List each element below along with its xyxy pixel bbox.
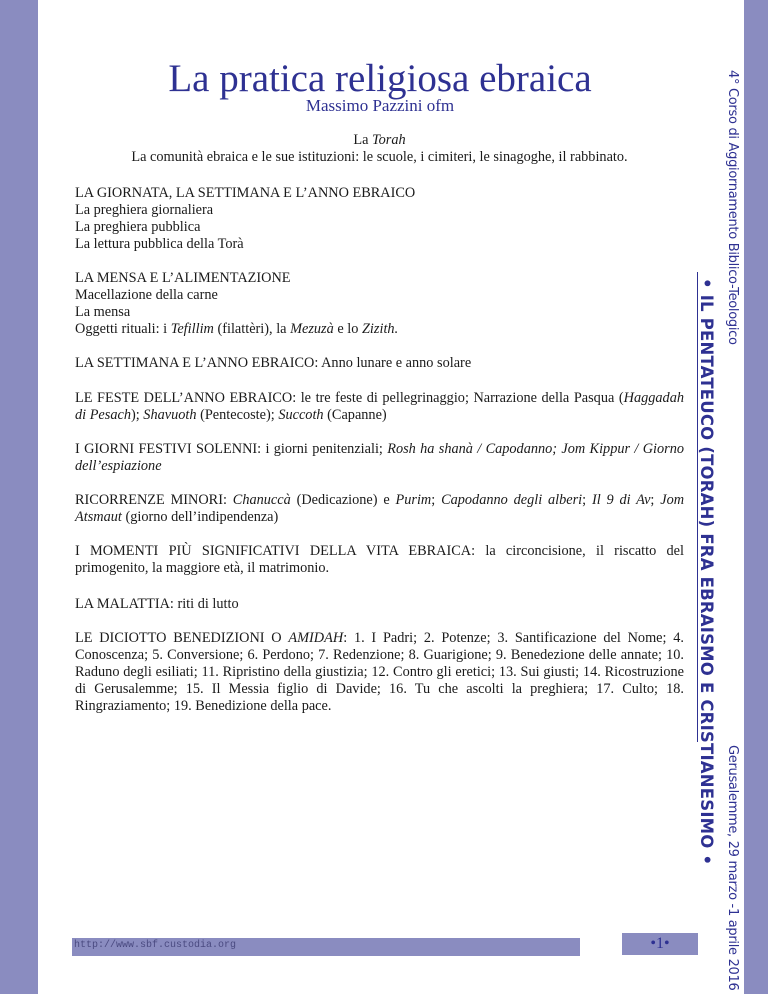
section-text: LA MALATTIA: riti di lutto bbox=[75, 596, 239, 612]
left-decorative-bar bbox=[0, 0, 38, 994]
list-item: La lettura pubblica della Torà bbox=[75, 236, 244, 252]
course-vertical-label: 4° Corso di Aggiornamento Biblico-Teologico bbox=[725, 70, 740, 345]
list-item: La preghiera pubblica bbox=[75, 219, 201, 235]
torah-line: La Torah bbox=[353, 132, 406, 148]
momenti-section: I MOMENTI PIÙ SIGNIFICATIVI DELLA VITA EBRAICA: la circoncisione, il riscatto del primogenito, la maggiore età, il matrimonio. bbox=[75, 543, 684, 576]
intro-block bbox=[75, 132, 684, 166]
page-number: •1• bbox=[622, 933, 698, 955]
benedizioni-section: LE DICIOTTO BENEDIZIONI O AMIDAH: 1. I Padri; 2. Potenze; 3. Santificazione del Nome; 4. Conoscenza; 5. Conversione; 6. Perdono; 7. Redenzione; 8. Guarigione; 9. Benedezione delle annate; 10. Raduno degli esiliati; 11. Ripristino della giustizia; 12. Contro gli eretici; 13. Sui giusti; 14. Ricostruzione di Gerusalemme; 15. Il Messia figlio di Davide; 16. Tu che ascolti la preghiera; 17. Culto; 18. Ringraziamento; 19. Benedizione della pace. bbox=[75, 630, 684, 714]
author-name: Massimo Pazzini ofm bbox=[305, 96, 455, 115]
festivi-section: I GIORNI FESTIVI SOLENNI: i giorni penitenziali; Rosh ha shanà / Capodanno; Jom Kippur / Giorno dell’espiazione bbox=[75, 441, 684, 474]
mensa-section bbox=[75, 270, 684, 338]
list-item: Macellazione della carne bbox=[75, 287, 218, 303]
list-item: La preghiera giornaliera bbox=[75, 202, 214, 218]
list-item: La mensa bbox=[75, 304, 131, 320]
minori-section: RICORRENZE MINORI: Chanuccà (Dedicazione) e Purim; Capodanno degli alberi; Il 9 di Av; Jom Atsmaut (giorno dell’indipendenza) bbox=[75, 492, 685, 525]
settimana-section bbox=[75, 355, 684, 372]
feste-section: LE FESTE DELL’ANNO EBRAICO: le tre feste di pellegrinaggio; Narrazione della Pasqua (Haggadah di Pesach); Shavuoth (Pentecoste); Succoth (Capanne) bbox=[75, 390, 684, 423]
giornata-section bbox=[75, 185, 684, 253]
list-item: Oggetti rituali: i Tefillim (filattèri), la Mezuzà e lo Zizith. bbox=[75, 321, 399, 337]
section-text: LA SETTIMANA E L’ANNO EBRAICO: Anno lunare e anno solare bbox=[75, 355, 472, 371]
place-date-vertical-label: Gerusalemme, 29 marzo -1 aprile 2016 bbox=[725, 745, 740, 991]
section-heading: LA GIORNATA, LA SETTIMANA E L’ANNO EBRAICO bbox=[75, 185, 416, 201]
section-heading: LA MENSA E L’ALIMENTAZIONE bbox=[75, 270, 291, 286]
malattia-section bbox=[75, 596, 684, 613]
page-title: La pratica religiosa ebraica bbox=[168, 57, 592, 100]
right-decorative-bar bbox=[744, 0, 768, 994]
community-line: La comunità ebraica e le sue istituzioni: le scuole, i cimiteri, le sinagoghe, il rabbinato. bbox=[131, 149, 628, 165]
footer-url-link[interactable]: http://www.sbf.custodia.org bbox=[74, 940, 237, 951]
theme-vertical-label: • IL PENTATEUCO (TORAH) FRA EBRAISMO E CRISTIANESIMO • bbox=[697, 278, 716, 866]
